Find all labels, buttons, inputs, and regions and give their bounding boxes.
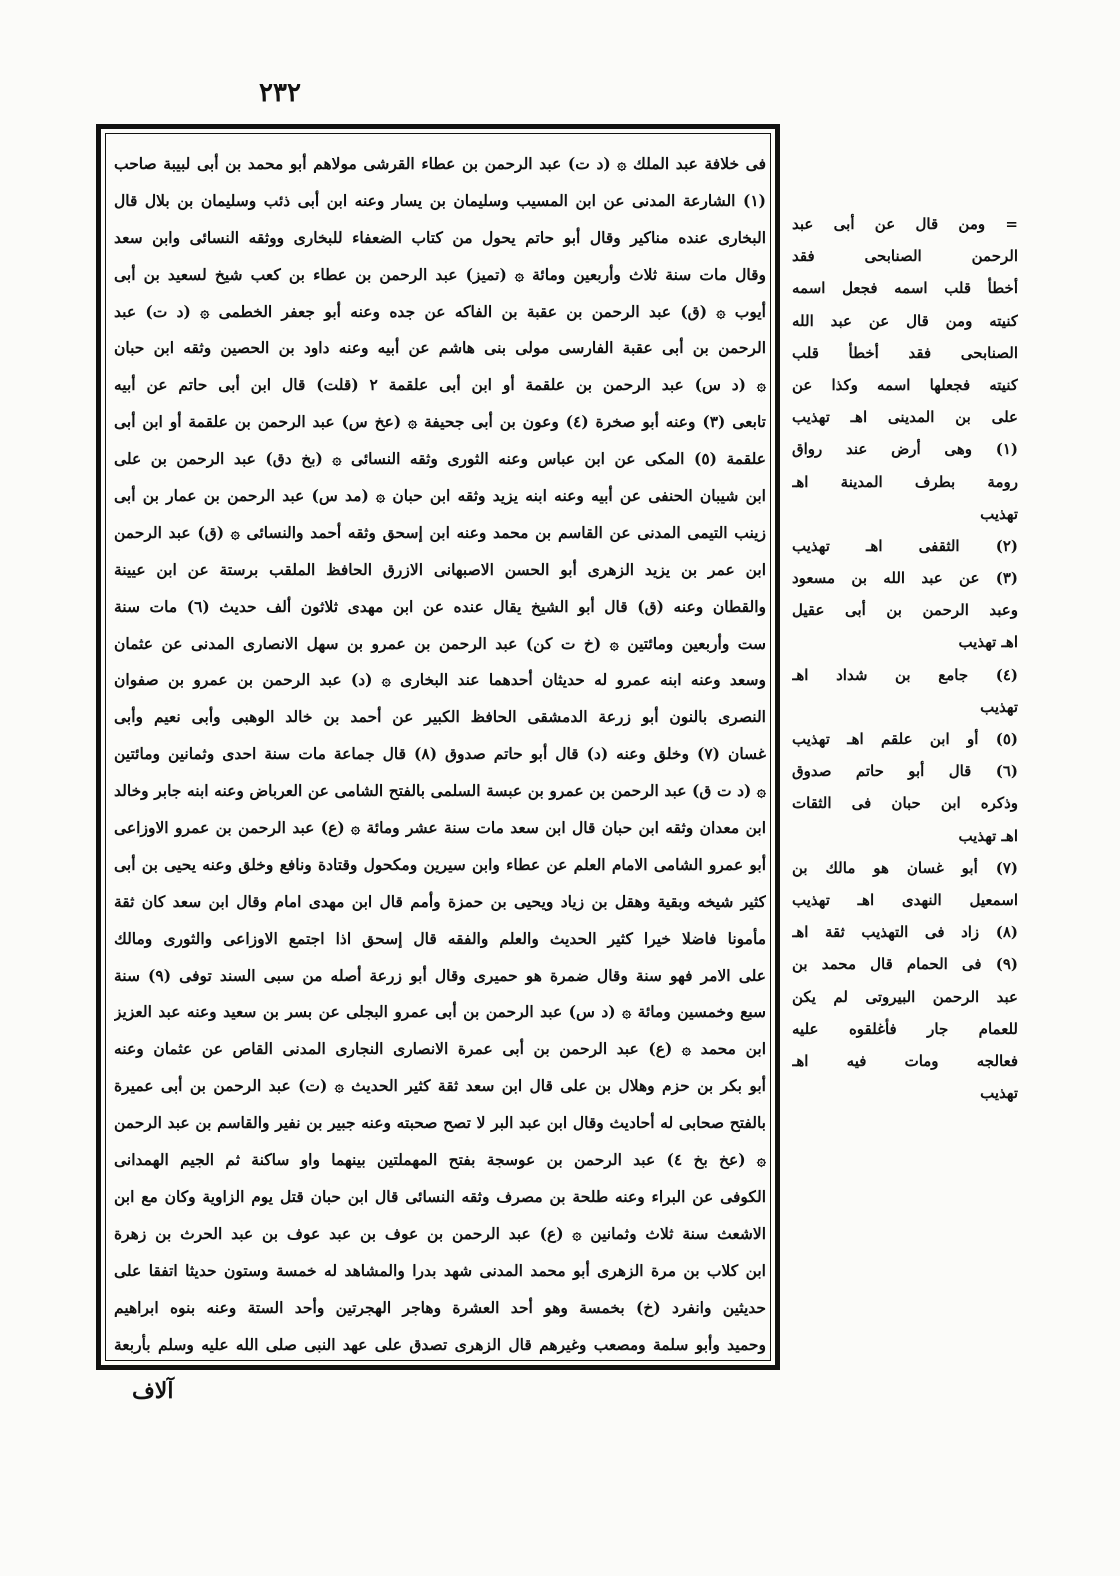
footnote-line: اهـ تهذيب bbox=[958, 633, 1018, 652]
footnote-line: عبد الرحمن البيروتى لم يكن bbox=[792, 987, 1018, 1006]
footnote-line: (٢) الثقفى اهـ تهذيب bbox=[792, 536, 1018, 555]
text-line: (١) الشارعة المدنى عن ابن المسيب وسليمان بن يسار وعنه ابن أبى ذئب وسليمان بن بلال قال bbox=[114, 190, 766, 210]
text-line: وقال مات سنة ثلاث وأربعين ومائة ۞ (تميز) عبد الرحمن بن عطاء بن كعب شيخ لسعيد بن أبى bbox=[114, 264, 766, 284]
footnote-line: تهذيب bbox=[980, 697, 1018, 716]
text-line: كثير شيخه وبقية وهقل بن زياد ويحيى بن حمزة وأمم قال ابن مهدى امام وقال ابن سعد كان ثقة bbox=[114, 891, 766, 911]
text-line: ست وأربعين ومائتين ۞ (خ ت كن) عبد الرحمن بن عمرو بن سهل الانصارى المدنى عن عثمان bbox=[114, 633, 766, 653]
text-line: ابن شيبان الحنفى عن أبيه وعنه ابنه يزيد وثقه ابن حبان ۞ (مد س) عبد الرحمن بن عمار بن أبى bbox=[114, 486, 766, 506]
text-line: البخارى عنده مناكير وقال أبو حاتم يحول من كتاب الضعفاء للبخارى ووثقه النسائى وابن سعد bbox=[114, 227, 766, 247]
footnote-line: (٥) أو ابن علقم اهـ تهذيب bbox=[792, 730, 1018, 748]
footnote-line: = ومن قال عن أبى عبد bbox=[792, 215, 1018, 233]
text-line: زينب التيمى المدنى عن القاسم بن محمد وعنه ابن إسحق وثقه أحمد والنسائى ۞ (ق) عبد الرحمن bbox=[114, 522, 766, 542]
footnote-line: وذكره ابن حبان فى الثقات bbox=[792, 794, 1018, 813]
footnote-line: (٣) عن عبد الله بن مسعود bbox=[792, 569, 1018, 588]
text-line: والقطان وعنه (ق) قال أبو الشيخ يقال عنده عن ابن مهدى ثلاثون ألف حديث (٦) مات سنة bbox=[114, 596, 766, 616]
text-line: أيوب ۞ (ق) عبد الرحمن بن عقبة بن الفاكه عن جده وعنه أبو جعفر الخطمى ۞ (د ت) عبد bbox=[114, 301, 766, 321]
page-number: ٢٣٢ bbox=[259, 78, 301, 108]
footnote-line: (١) وهى أرض عند رواق bbox=[792, 440, 1018, 459]
footnote-line: (٤) جامع بن شداد اهـ bbox=[792, 665, 1018, 684]
footnote-line: تهذيب bbox=[980, 1084, 1018, 1103]
text-line: وسعد وعنه ابنه عمرو له حديثان أحدهما عند البخارى ۞ (د) عبد الرحمن بن عمرو بن صفوان bbox=[114, 670, 766, 690]
footnote-line: الرحمن الصنابحى فقد bbox=[792, 247, 1018, 266]
text-line: الكوفى عن البراء وعنه طلحة بن مصرف وثقه النسائى قال ابن حبان قتل يوم الزاوية وكان مع ابن bbox=[114, 1186, 766, 1206]
text-line: الرحمن بن أبى عقبة الفارسى مولى بنى هاشم عن أبيه وعنه داود بن الحصين وثقه ابن حبان bbox=[114, 338, 766, 358]
footnote-line: للعمام جار فأغلقوه عليه bbox=[792, 1019, 1018, 1038]
footnote-line: على بن المدينى اهـ تهذيب bbox=[792, 408, 1018, 427]
text-line: مأمونا فاضلا خيرا كثير الحديث والعلم والفقه قال إسحق اذا اجتمع الاوزاعى والثورى ومالك bbox=[114, 928, 766, 948]
text-line: غسان (٧) وخلق وعنه (د) قال أبو حاتم صدوق (٨) قال جماعة مات سنة احدى وثمانين ومائتين bbox=[114, 744, 766, 764]
text-line: ۞ (د ت ق) عبد الرحمن بن عمرو بن عبسة السلمى بالفتح الشامى عن العرباض وعنه ابنه جابر وخالد bbox=[114, 781, 766, 801]
footnote-line: اهـ تهذيب bbox=[958, 826, 1018, 845]
catchword: آلاف bbox=[132, 1378, 174, 1404]
footnote-line: (٩) فى الحمام قال محمد بن bbox=[792, 955, 1018, 974]
footnote-line: رومة بطرف المدينة اهـ bbox=[792, 472, 1018, 491]
text-line: ابن محمد ۞ (ع) عبد الرحمن بن أبى عمرة الانصارى النجارى المدنى القاص عن عثمان وعنه bbox=[114, 1039, 766, 1059]
footnote-line: (٧) أبو غسان هو مالك بن bbox=[792, 858, 1018, 877]
text-line: تابعى (٣) وعنه أبو صخرة (٤) وعون بن أبى جحيفة ۞ (عخ س) عبد الرحمن بن علقمة أو ابن أبى bbox=[114, 412, 766, 432]
text-line: النصرى بالنون أبو زرعة الدمشقى الحافظ الكبير عن أحمد بن خالد الوهبى وأبى نعيم وأبى bbox=[114, 707, 766, 727]
text-line: ۞ (عخ بخ ٤) عبد الرحمن بن عوسجة بفتح المهملتين بينهما واو ساكنة ثم الجيم الهمدانى bbox=[114, 1150, 766, 1170]
text-line: علقمة (٥) المكى عن ابن عباس وعنه الثورى وثقه النسائى ۞ (بخ دق) عبد الرحمن بن على bbox=[114, 449, 766, 469]
text-line: وحميد وأبو سلمة ومصعب وغيرهم قال الزهرى تصدق على عهد النبى صلى الله عليه وسلم بأربعة bbox=[114, 1334, 766, 1354]
footnote-line: وعبد الرحمن بن أبى عقيل bbox=[792, 601, 1018, 620]
text-line: سبع وخمسين ومائة ۞ (د س) عبد الرحمن بن أبى عمرو البجلى عن بسر بن سعيد وعنه عبد العزيز bbox=[114, 1002, 766, 1022]
text-line: فى خلافة عبد الملك ۞ (د ت) عبد الرحمن بن عطاء القرشى مولاهم أبو محمد بن أبى لبيبة صاحب bbox=[114, 154, 766, 173]
text-line: ابن معدان وثقه ابن حبان قال ابن سعد مات سنة عشر ومائة ۞ (ع) عبد الرحمن بن عمرو الاوزاعى bbox=[114, 818, 766, 838]
text-line: أبو بكر بن حزم وهلال بن على قال ابن سعد ثقة كثير الحديث ۞ (ت) عبد الرحمن بن أبى عميرة bbox=[114, 1076, 766, 1096]
text-line: ۞ (د س) عبد الرحمن بن علقمة أو ابن أبى علقمة ٢ (قلت) قال ابن أبى حاتم عن أبيه bbox=[114, 375, 766, 395]
footnote-line: فعالجه ومات فيه اهـ bbox=[792, 1051, 1018, 1070]
footnote-line: تهذيب bbox=[980, 504, 1018, 523]
text-line: حديثين وانفرد (خ) بخمسة وهو أحد العشرة وهاجر الهجرتين وأحد الستة وعنه بنوه ابراهيم bbox=[114, 1297, 766, 1317]
text-line: الاشعث سنة ثلاث وثمانين ۞ (ع) عبد الرحمن بن عوف بن عبد عوف بن عبد الحرث بن زهرة bbox=[114, 1223, 766, 1243]
footnote-line: كنيته ومن قال عن عبد الله bbox=[792, 311, 1018, 330]
text-line: ابن كلاب بن مرة الزهرى أبو محمد المدنى شهد بدرا والمشاهد له خمسة وستون حديثا اتفقا على bbox=[114, 1260, 766, 1280]
footnote-line: أخطأ قلب اسمه فجعل اسمه bbox=[792, 279, 1018, 298]
footnote-line: اسمعيل النهدى اهـ تهذيب bbox=[792, 890, 1018, 909]
footnote-line: (٨) زاد فى التهذيب ثقة اهـ bbox=[792, 923, 1018, 942]
footnote-line: (٦) قال أبو حاتم صدوق bbox=[792, 762, 1018, 781]
margin-footnotes bbox=[792, 208, 1018, 1109]
footnote-line: كنيته فجعلها اسمه وكذا عن bbox=[792, 375, 1018, 394]
main-text-block bbox=[114, 146, 766, 1363]
text-line: على الامر فهو سنة وقال ضمرة هو حميرى وقال أبو زرعة أصله من سبى السند توفى (٩) سنة bbox=[114, 965, 766, 985]
text-line: بالفتح صحابى له أحاديث وقال ابن عبد البر لا تصح صحبته وعنه جبير بن نفير والقاسم بن عبد الرحمن bbox=[114, 1113, 766, 1133]
text-line: ابن عمر بن يزيد الزهرى أبو الحسن الاصبهانى الازرق الحافظ الملقب برستة عن ابن عيينة bbox=[114, 559, 766, 579]
footnote-line: الصنابحى فقد أخطأ قلب bbox=[792, 343, 1018, 362]
text-line: أبو عمرو الشامى الامام العلم عن عطاء وابن سيرين ومكحول وقتادة ونافع وخلق وعنه يحيى بن أبى bbox=[114, 854, 766, 874]
